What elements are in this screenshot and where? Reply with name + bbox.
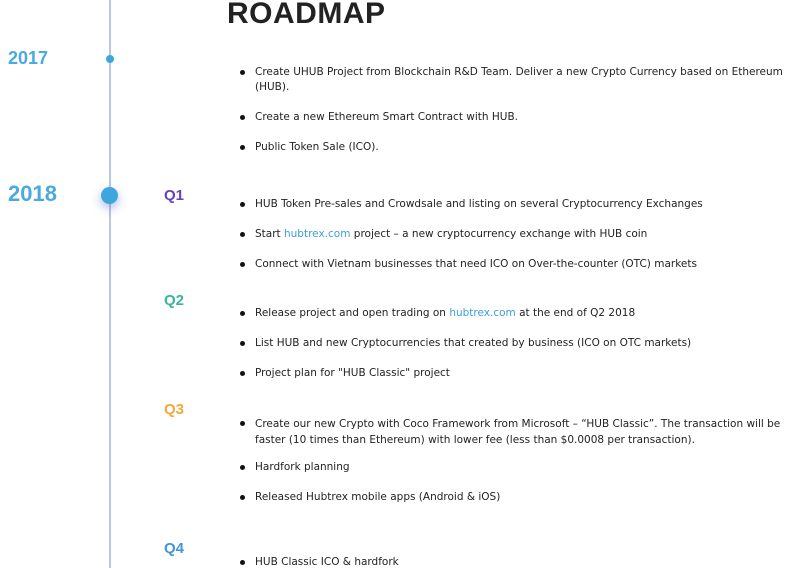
item-text: Public Token Sale (ICO).: [255, 141, 379, 153]
item-text: Create our new Crypto with Coco Framework from Microsoft – “HUB Classic”. The transaction will be faster (10 times than Ethereum) with lower fee (less than $0.0008 per transaction).: [255, 418, 781, 446]
page-title: ROADMAP: [227, 0, 386, 30]
list-item: [240, 460, 788, 475]
item-text-end: at the end of Q2 2018: [515, 307, 636, 319]
list-q2: [240, 306, 788, 381]
list-item: [240, 197, 788, 212]
list-item: [240, 366, 788, 381]
item-text: HUB Classic ICO & hardfork: [255, 556, 399, 568]
bullet-icon: [240, 341, 245, 346]
item-text: Released Hubtrex mobile apps (Android & iOS): [255, 491, 501, 503]
item-text-end: project – a new cryptocurrency exchange with HUB coin: [350, 228, 648, 240]
list-q4: [240, 555, 788, 568]
list-item: [240, 110, 788, 125]
item-text: Hardfork planning: [255, 461, 350, 473]
list-2017: [240, 65, 788, 155]
list-item: [240, 416, 788, 448]
list-item: [240, 227, 788, 242]
item-text-start: Release project and open trading on: [255, 307, 450, 319]
bullet-icon: [240, 262, 245, 267]
item-text: Project plan for "HUB Classic" project: [255, 367, 450, 379]
bullet-icon: [240, 560, 245, 565]
bullet-icon: [240, 311, 245, 316]
bullet-icon: [240, 421, 245, 426]
hubtrex-link[interactable]: hubtrex.com: [284, 228, 351, 240]
item-text: Create UHUB Project from Blockchain R&D Team. Deliver a new Crypto Currency based on Ethereum (HUB).: [255, 66, 783, 93]
item-text: Connect with Vietnam businesses that need ICO on Over-the-counter (OTC) markets: [255, 258, 697, 270]
list-q1: [240, 197, 788, 272]
bullet-icon: [240, 70, 245, 75]
item-text: List HUB and new Cryptocurrencies that created by business (ICO on OTC markets): [255, 337, 692, 349]
bullet-icon: [240, 115, 245, 120]
quarter-label-q3: Q3: [164, 401, 185, 418]
timeline-dot-2018: [101, 187, 118, 204]
bullet-icon: [240, 232, 245, 237]
year-label-2018: 2018: [8, 181, 57, 206]
quarter-label-q4: Q4: [164, 540, 185, 557]
list-item: [240, 257, 788, 272]
list-item: [240, 555, 788, 568]
item-text: Create a new Ethereum Smart Contract with HUB.: [255, 111, 519, 123]
bullet-icon: [240, 371, 245, 376]
bullet-icon: [240, 495, 245, 500]
timeline-dot-2017: [106, 55, 114, 63]
list-item: [240, 140, 788, 155]
bullet-icon: [240, 145, 245, 150]
year-label-2017: 2017: [8, 48, 49, 68]
list-item: [240, 306, 788, 321]
hubtrex-link[interactable]: hubtrex.com: [449, 307, 516, 319]
bullet-icon: [240, 202, 245, 207]
bullet-icon: [240, 465, 245, 470]
list-item: [240, 65, 788, 95]
quarter-label-q1: Q1: [164, 187, 185, 204]
item-text: HUB Token Pre-sales and Crowdsale and listing on several Cryptocurrency Exchanges: [255, 198, 703, 210]
timeline-line: [109, 0, 111, 568]
list-item: [240, 336, 788, 351]
list-item: [240, 490, 788, 505]
quarter-label-q2: Q2: [164, 292, 185, 309]
item-text-start: Start: [255, 228, 284, 240]
list-q3: [240, 416, 788, 505]
